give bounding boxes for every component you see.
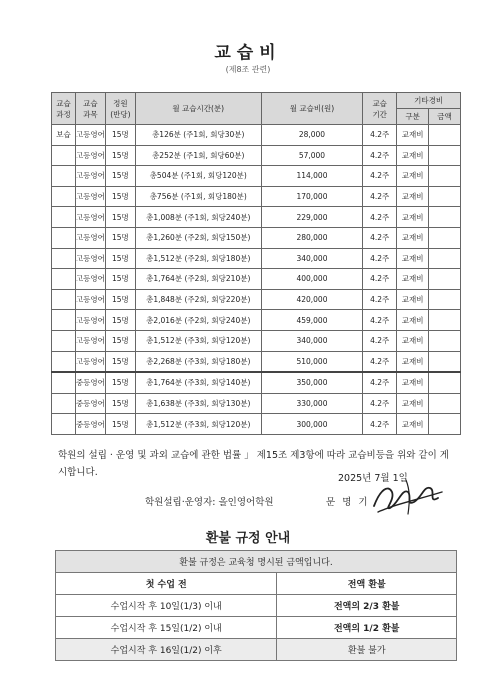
subject-cell: 고등영어 (75, 227, 105, 248)
monthly-time-cell: 총1,512분 (주3회, 회당120분) (135, 414, 261, 435)
monthly-fee-cell: 459,000 (261, 310, 363, 331)
category-cell: 교재비 (397, 289, 429, 310)
header-monthly-fee: 월 교습비(원) (261, 93, 363, 125)
category-cell: 교재비 (397, 310, 429, 331)
header-monthly-time: 월 교습시간(분) (135, 93, 261, 125)
monthly-fee-cell: 57,000 (261, 145, 363, 166)
refund-amount: 전액의 1/2 환불 (277, 617, 457, 639)
amount-cell (429, 186, 461, 207)
fee-row (52, 393, 461, 414)
category-cell: 교재비 (397, 351, 429, 372)
monthly-time-cell: 총1,260분 (주2회, 회당150분) (135, 227, 261, 248)
fee-row (52, 310, 461, 331)
amount-cell (429, 227, 461, 248)
category-cell: 교재비 (397, 372, 429, 393)
monthly-fee-cell: 420,000 (261, 289, 363, 310)
period-cell: 4.2주 (363, 227, 397, 248)
subject-cell: 고등영어 (75, 125, 105, 146)
refund-table (55, 550, 457, 661)
subject-cell: 고등영어 (75, 289, 105, 310)
amount-cell (429, 248, 461, 269)
amount-cell (429, 393, 461, 414)
amount-cell (429, 207, 461, 228)
course-cell (52, 269, 76, 290)
header-subject: 교습 과목 (75, 93, 105, 125)
fee-row (52, 166, 461, 187)
monthly-time-cell: 총1,512분 (주2회, 회당180분) (135, 248, 261, 269)
page-subtitle: (제8조 관련) (225, 65, 271, 74)
course-cell (52, 351, 76, 372)
capacity-cell: 15명 (105, 330, 135, 351)
fee-row (52, 330, 461, 351)
subject-cell: 고등영어 (75, 269, 105, 290)
course-cell (52, 310, 76, 331)
monthly-fee-cell: 114,000 (261, 166, 363, 187)
fee-row (52, 414, 461, 435)
subject-cell: 고등영어 (75, 330, 105, 351)
period-cell: 4.2주 (363, 269, 397, 290)
fee-table-body (52, 125, 461, 435)
refund-amount: 전액 환불 (277, 573, 457, 595)
fee-row (52, 289, 461, 310)
capacity-cell: 15명 (105, 310, 135, 331)
monthly-fee-cell: 330,000 (261, 393, 363, 414)
capacity-cell: 15명 (105, 186, 135, 207)
period-cell: 4.2주 (363, 393, 397, 414)
monthly-fee-cell: 280,000 (261, 227, 363, 248)
monthly-fee-cell: 170,000 (261, 186, 363, 207)
category-cell: 교재비 (397, 166, 429, 187)
capacity-cell: 15명 (105, 289, 135, 310)
monthly-time-cell: 총756분 (주1회, 회당180분) (135, 186, 261, 207)
period-cell: 4.2주 (363, 351, 397, 372)
monthly-time-cell: 총1,764분 (주3회, 회당140분) (135, 372, 261, 393)
period-cell: 4.2주 (363, 310, 397, 331)
period-cell: 4.2주 (363, 372, 397, 393)
subject-cell: 고등영어 (75, 166, 105, 187)
period-cell: 4.2주 (363, 145, 397, 166)
refund-when: 수업시작 후 10일(1/3) 이내 (56, 595, 277, 617)
monthly-time-cell: 총126분 (주1회, 회당30분) (135, 125, 261, 146)
category-cell: 교재비 (397, 207, 429, 228)
founder-name: 문 명 기 (326, 497, 370, 508)
category-cell: 교재비 (397, 330, 429, 351)
monthly-time-cell: 총252분 (주1회, 회당60분) (135, 145, 261, 166)
refund-amount: 전액의 2/3 환불 (277, 595, 457, 617)
monthly-fee-cell: 28,000 (261, 125, 363, 146)
fee-row (52, 248, 461, 269)
category-cell: 교재비 (397, 186, 429, 207)
category-cell: 교재비 (397, 393, 429, 414)
category-cell: 교재비 (397, 248, 429, 269)
refund-when: 수업시작 후 16일(1/2) 이후 (56, 639, 277, 661)
capacity-cell: 15명 (105, 207, 135, 228)
capacity-cell: 15명 (105, 414, 135, 435)
capacity-cell: 15명 (105, 145, 135, 166)
monthly-time-cell: 총1,848분 (주2회, 회당220분) (135, 289, 261, 310)
monthly-time-cell: 총1,512분 (주3회, 회당120분) (135, 330, 261, 351)
subject-cell: 고등영어 (75, 186, 105, 207)
capacity-cell: 15명 (105, 166, 135, 187)
fee-row (52, 145, 461, 166)
posting-date: 2025년 7월 1일 (338, 473, 408, 484)
period-cell: 4.2주 (363, 248, 397, 269)
course-cell (52, 145, 76, 166)
amount-cell (429, 414, 461, 435)
period-cell: 4.2주 (363, 330, 397, 351)
amount-cell (429, 125, 461, 146)
header-category: 구분 (397, 109, 429, 125)
refund-when: 첫 수업 전 (56, 573, 277, 595)
monthly-time-cell: 총2,268분 (주3회, 회당180분) (135, 351, 261, 372)
amount-cell (429, 289, 461, 310)
header-amount: 금액 (429, 109, 461, 125)
capacity-cell: 15명 (105, 372, 135, 393)
header-other-expenses: 기타경비 (397, 93, 461, 109)
monthly-time-cell: 총1,764분 (주2회, 회당210분) (135, 269, 261, 290)
header-period: 교습 기간 (363, 93, 397, 125)
header-capacity: 정원 (반당) (105, 93, 135, 125)
period-cell: 4.2주 (363, 289, 397, 310)
header-course: 교습 과정 (52, 93, 76, 125)
fee-table (51, 92, 461, 435)
category-cell: 교재비 (397, 227, 429, 248)
capacity-cell: 15명 (105, 269, 135, 290)
subject-cell: 중등영어 (75, 414, 105, 435)
amount-cell (429, 330, 461, 351)
amount-cell (429, 166, 461, 187)
category-cell: 교재비 (397, 125, 429, 146)
refund-note: 환불 규정은 교육청 명시된 금액입니다. (56, 551, 457, 573)
period-cell: 4.2주 (363, 125, 397, 146)
subject-cell: 고등영어 (75, 207, 105, 228)
category-cell: 교재비 (397, 269, 429, 290)
monthly-time-cell: 총504분 (주1회, 회당120분) (135, 166, 261, 187)
subject-cell: 고등영어 (75, 351, 105, 372)
monthly-time-cell: 총2,016분 (주2회, 회당240분) (135, 310, 261, 331)
course-cell (52, 248, 76, 269)
period-cell: 4.2주 (363, 166, 397, 187)
founder-label: 학원설립·운영자: 올인영어학원 (145, 497, 274, 508)
capacity-cell: 15명 (105, 248, 135, 269)
course-cell (52, 289, 76, 310)
page-title: 교습비 (214, 43, 282, 63)
subject-cell: 중등영어 (75, 393, 105, 414)
course-cell (52, 330, 76, 351)
period-cell: 4.2주 (363, 207, 397, 228)
capacity-cell: 15명 (105, 351, 135, 372)
monthly-fee-cell: 340,000 (261, 330, 363, 351)
capacity-cell: 15명 (105, 227, 135, 248)
subject-cell: 고등영어 (75, 248, 105, 269)
amount-cell (429, 310, 461, 331)
fee-row (52, 269, 461, 290)
capacity-cell: 15명 (105, 125, 135, 146)
monthly-fee-cell: 400,000 (261, 269, 363, 290)
period-cell: 4.2주 (363, 186, 397, 207)
subject-cell: 고등영어 (75, 310, 105, 331)
fee-row (52, 351, 461, 372)
course-cell (52, 166, 76, 187)
fee-row (52, 186, 461, 207)
fee-row (52, 372, 461, 393)
subject-cell: 중등영어 (75, 372, 105, 393)
category-cell: 교재비 (397, 414, 429, 435)
fee-row (52, 207, 461, 228)
subject-cell: 고등영어 (75, 145, 105, 166)
amount-cell (429, 351, 461, 372)
course-cell (52, 393, 76, 414)
capacity-cell: 15명 (105, 393, 135, 414)
course-cell (52, 372, 76, 393)
amount-cell (429, 269, 461, 290)
monthly-fee-cell: 340,000 (261, 248, 363, 269)
fee-row (52, 125, 461, 146)
monthly-fee-cell: 300,000 (261, 414, 363, 435)
period-cell: 4.2주 (363, 414, 397, 435)
monthly-fee-cell: 510,000 (261, 351, 363, 372)
category-cell: 교재비 (397, 145, 429, 166)
course-cell: 보습 (52, 125, 76, 146)
refund-when: 수업시작 후 15일(1/2) 이내 (56, 617, 277, 639)
amount-cell (429, 372, 461, 393)
refund-title: 환불 규정 안내 (205, 531, 291, 546)
course-cell (52, 186, 76, 207)
signature-image (366, 470, 446, 520)
amount-cell (429, 145, 461, 166)
course-cell (52, 414, 76, 435)
fee-row (52, 227, 461, 248)
refund-amount: 환불 불가 (277, 639, 457, 661)
notice-text: 학원의 설립 · 운영 및 과외 교습에 관한 법률 」 제15조 제3항에 따라 교습비등을 위와 같이 게시합니다. (58, 450, 449, 478)
monthly-time-cell: 총1,638분 (주3회, 회당130분) (135, 393, 261, 414)
course-cell (52, 207, 76, 228)
monthly-fee-cell: 229,000 (261, 207, 363, 228)
monthly-fee-cell: 350,000 (261, 372, 363, 393)
course-cell (52, 227, 76, 248)
monthly-time-cell: 총1,008분 (주1회, 회당240분) (135, 207, 261, 228)
